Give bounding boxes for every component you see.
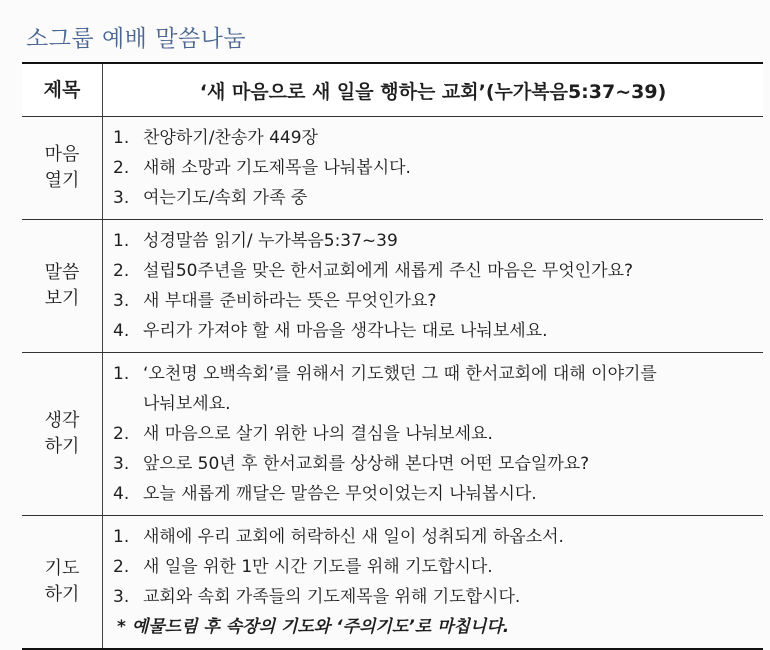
item-text: 설립50주년을 맞은 한서교회에게 새롭게 주신 마음은 무엇인가요? [143, 261, 634, 281]
item-number: 3. [113, 291, 130, 311]
item-text-continuation: 나눠보세요. [143, 394, 231, 414]
scripture-reference: (누가복음5:37~39) [485, 80, 667, 103]
item-text: 오늘 새롭게 깨달은 말씀은 무엇이었는지 나눠봅시다. [143, 484, 537, 504]
item-number: 4. [113, 484, 130, 504]
header-row [22, 63, 763, 117]
item-text: 찬양하기/찬송가 449장 [143, 128, 318, 148]
section-label-line: 마음 [44, 144, 80, 165]
closing-note: * 예물드림 후 속장의 기도와 ‘주의기도’로 마칩니다. [117, 617, 510, 637]
list-item [109, 582, 757, 612]
item-number: 1. [113, 128, 130, 148]
list-item [109, 183, 757, 213]
item-text: 교회와 속회 가족들의 기도제목을 위해 기도합시다. [143, 587, 521, 607]
section-label [22, 353, 103, 516]
section-label-line: 하기 [44, 436, 80, 457]
section-label-line: 기도 [44, 558, 80, 579]
list-item [109, 123, 757, 153]
item-number: 3. [113, 587, 130, 607]
section-items [103, 516, 764, 650]
section-items [103, 220, 764, 353]
item-number: 2. [113, 261, 130, 281]
section-items [103, 353, 764, 516]
item-text-wrap [143, 359, 757, 419]
item-text: 새해 소망과 기도제목을 나눠봅시다. [143, 158, 411, 178]
section-items [103, 117, 764, 220]
item-number: 3. [113, 454, 130, 474]
section-row [22, 516, 763, 650]
list-item [109, 316, 757, 346]
item-number: 2. [113, 557, 130, 577]
section-row [22, 353, 763, 516]
list-item [109, 419, 757, 449]
item-number: 1. [113, 364, 130, 384]
page-title: 소그룹 예배 말씀나눔 [26, 26, 247, 52]
list-item [109, 449, 757, 479]
header-label: 제목 [22, 63, 103, 117]
list-item [109, 226, 757, 256]
section-row [22, 220, 763, 353]
section-label-line: 열기 [44, 170, 80, 191]
section-label [22, 516, 103, 650]
item-text: 여는기도/속회 가족 중 [143, 188, 308, 208]
list-item [109, 479, 757, 509]
section-label-line: 보기 [44, 288, 80, 309]
section-label [22, 117, 103, 220]
section-label [22, 220, 103, 353]
list-item [109, 153, 757, 183]
item-text: 새 일을 위한 1만 시간 기도를 위해 기도합시다. [143, 557, 493, 577]
list-item [109, 286, 757, 316]
item-number: 2. [113, 158, 130, 178]
list-item [109, 256, 757, 286]
item-number: 2. [113, 424, 130, 444]
theme-title: ‘새 마음으로 새 일을 행하는 교회’ [199, 80, 486, 103]
theme-cell [103, 63, 764, 117]
item-text: ‘오천명 오백속회’를 위해서 기도했던 그 때 한서교회에 대해 이야기를 [143, 364, 657, 384]
section-label-line: 하기 [44, 584, 80, 605]
item-number: 1. [113, 231, 130, 251]
item-text: 새 마음으로 살기 위한 나의 결심을 나눠보세요. [143, 424, 493, 444]
section-label-line: 생각 [44, 410, 80, 431]
worship-table [22, 62, 763, 650]
item-text: 앞으로 50년 후 한서교회를 상상해 본다면 어떤 모습일까요? [143, 454, 590, 474]
item-number: 4. [113, 321, 130, 341]
item-text: 새 부대를 준비하라는 뜻은 무엇인가요? [143, 291, 437, 311]
section-label-line: 말씀 [44, 262, 80, 283]
section-row [22, 117, 763, 220]
item-text: 새해에 우리 교회에 허락하신 새 일이 성취되게 하옵소서. [143, 527, 564, 547]
item-text: 성경말씀 읽기/ 누가복음5:37~39 [143, 231, 398, 251]
item-number: 3. [113, 188, 130, 208]
list-item [109, 359, 757, 419]
item-text: 우리가 가져야 할 새 마음을 생각나는 대로 나눠보세요. [143, 321, 548, 341]
list-item [109, 522, 757, 552]
list-item [109, 552, 757, 582]
item-number: 1. [113, 527, 130, 547]
